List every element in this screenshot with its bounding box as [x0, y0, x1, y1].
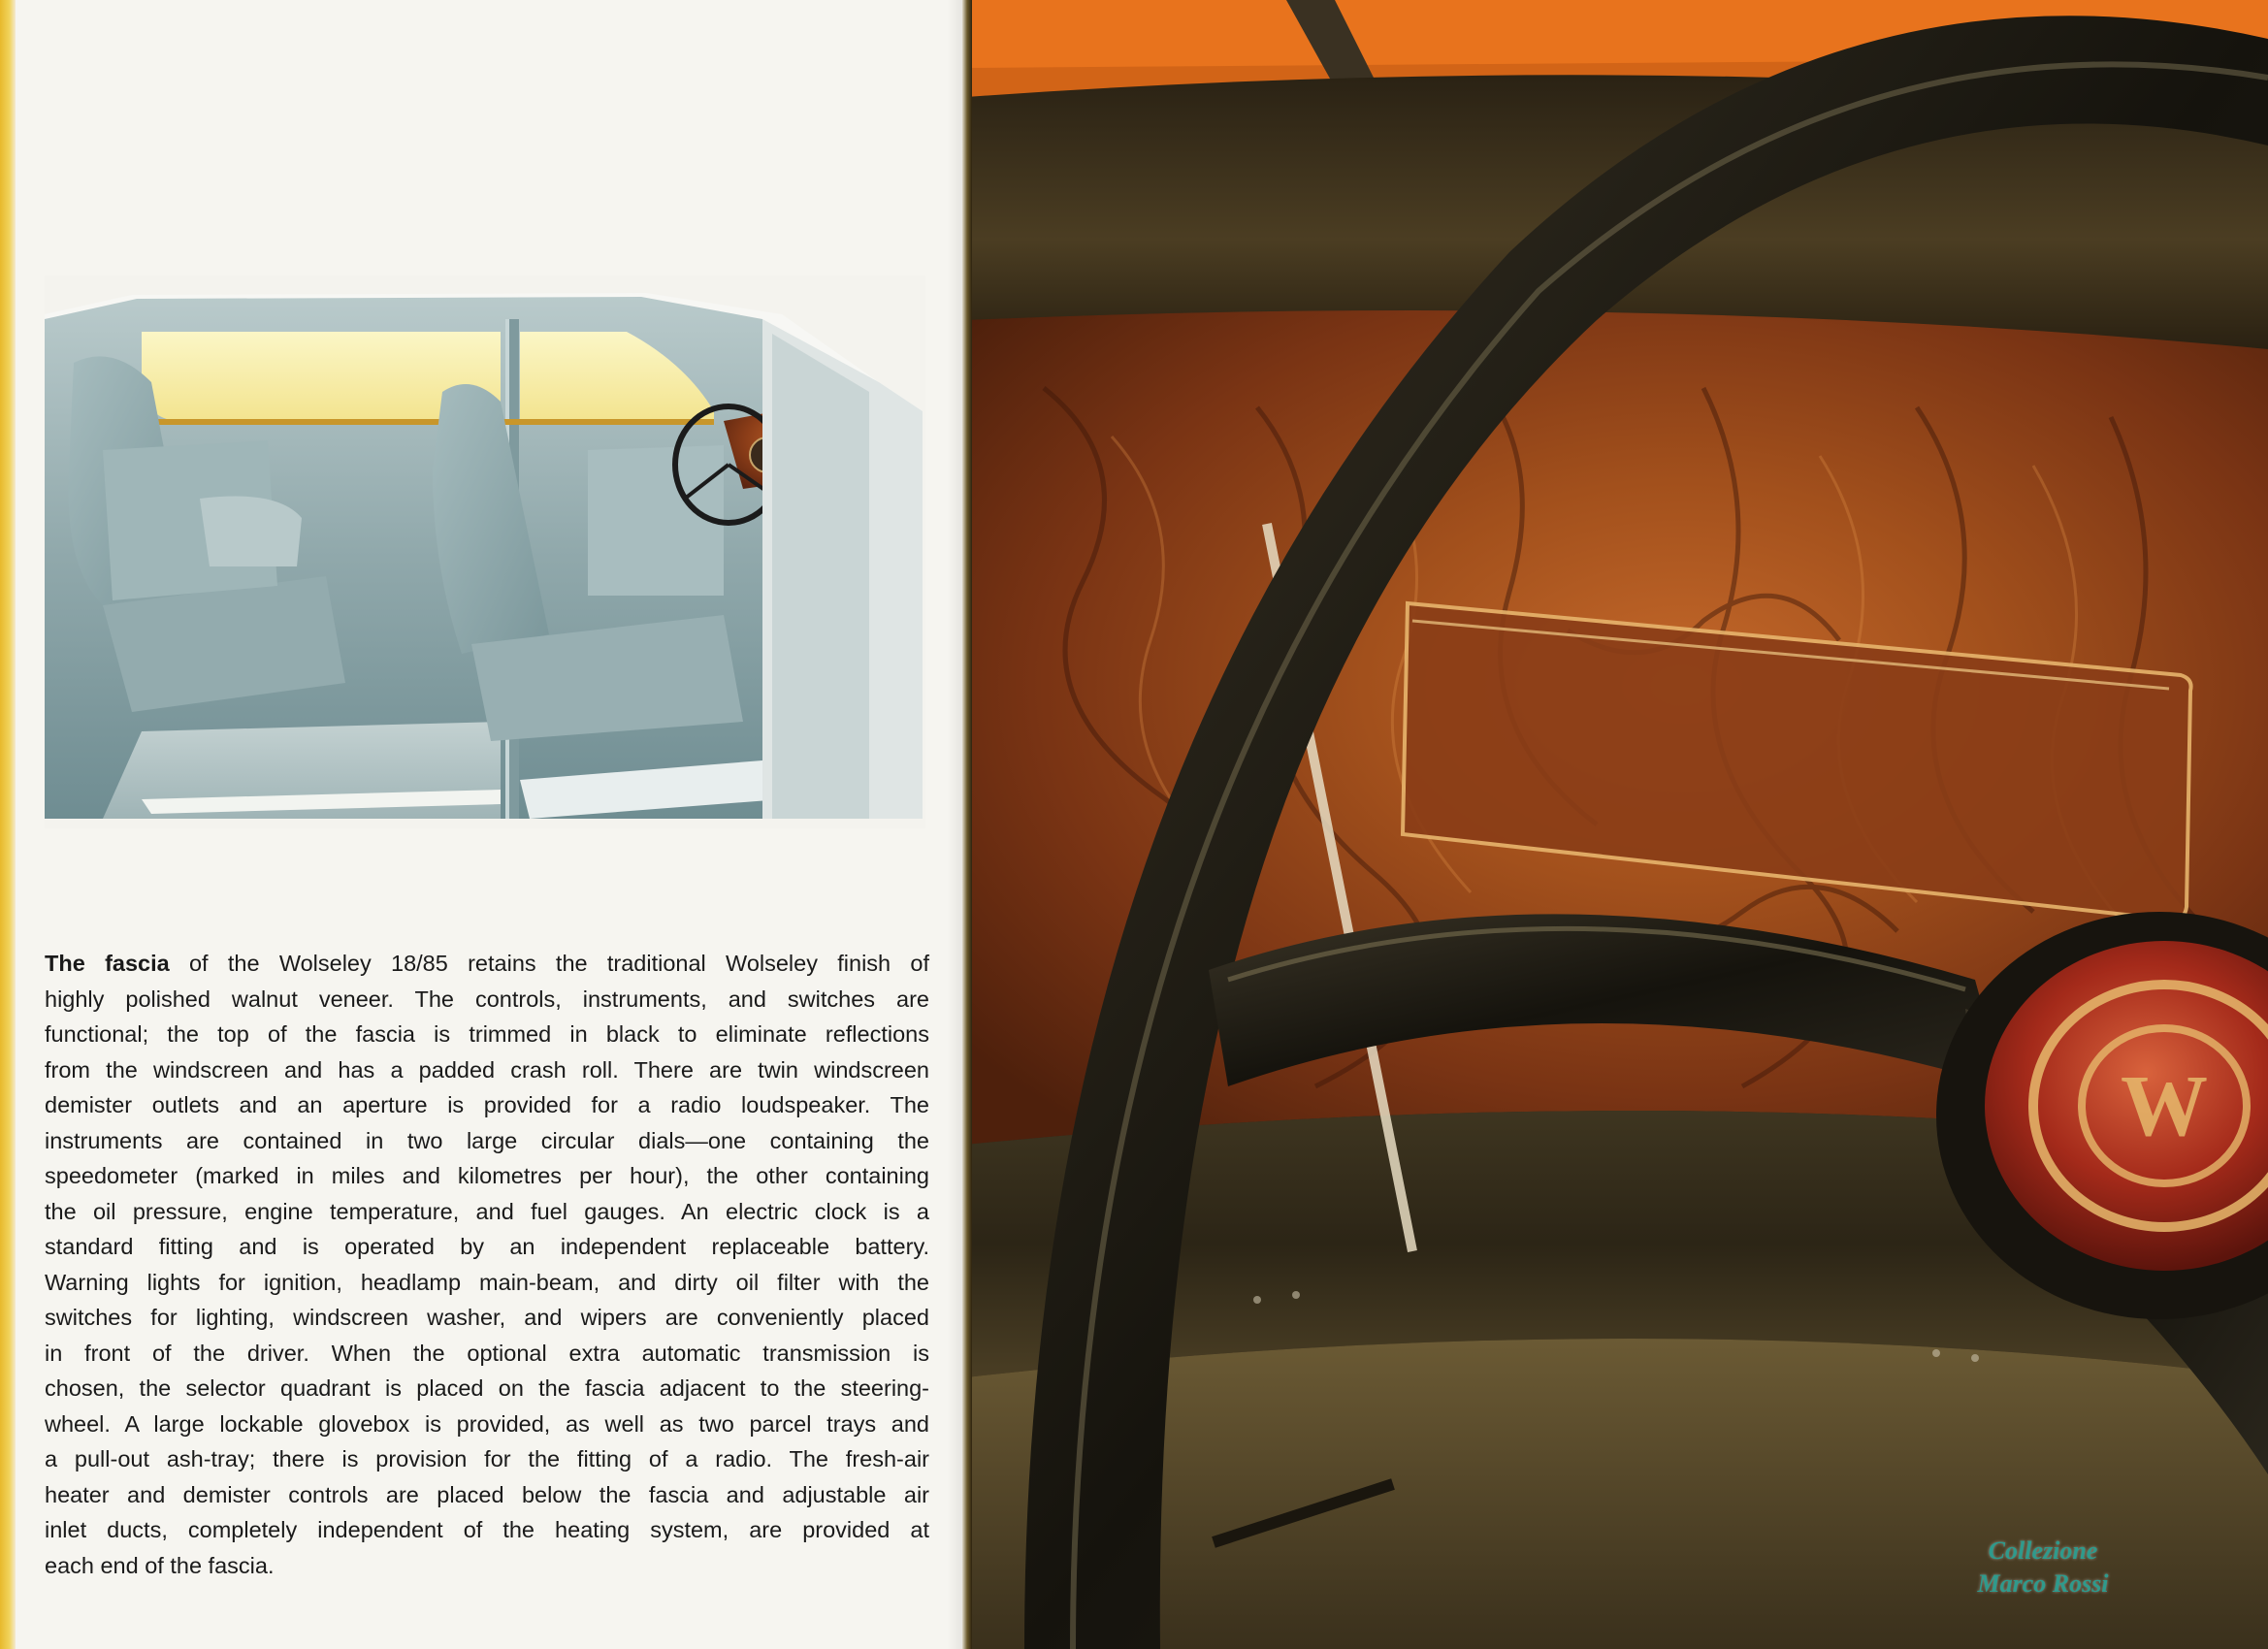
lead-in: The fascia: [45, 951, 170, 976]
page-gutter: [962, 0, 972, 1649]
left-page: [0, 0, 966, 1649]
text-line-4: from the windscreen and has a padded crash roll. There are twin windscreen: [45, 1056, 929, 1083]
text-line-8: the oil pressure, engine temperature, and fuel gauges. An electric clock is a: [45, 1198, 929, 1224]
page-edge-strip: [0, 0, 16, 1649]
dashboard-steering-wheel-photo: [966, 0, 2268, 1649]
right-page: [966, 0, 2268, 1649]
car-interior-photo: [45, 275, 925, 828]
text-line-1: The fascia of the Wolseley 18/85 retains the traditional Wolseley finish of: [45, 951, 929, 976]
text-line-6: instruments are contained in two large circular dials—one containing the: [45, 1127, 929, 1153]
text-line-13: chosen, the selector quadrant is placed on the fascia adjacent to the steering-: [45, 1375, 929, 1401]
text-line-11: switches for lighting, windscreen washer, and wipers are conveniently placed: [45, 1305, 929, 1330]
text-line-2: highly polished walnut veneer. The controls, instruments, and switches are: [45, 986, 929, 1012]
text-line-14: wheel. A large lockable glovebox is provided, as well as two parcel trays and: [45, 1410, 929, 1437]
watermark-line-1: Collezione: [1988, 1536, 2098, 1565]
text-line-5: demister outlets and an aperture is provided for a radio loudspeaker. The: [45, 1092, 929, 1117]
text-line-9: standard fitting and is operated by an independent replaceable battery.: [45, 1234, 929, 1259]
svg-text:W: W: [2121, 1058, 2208, 1154]
text-line-16: heater and demister controls are placed below the fascia and adjustable air: [45, 1481, 929, 1507]
text-line-12: in front of the driver. When the optional extra automatic transmission is: [45, 1340, 929, 1366]
text-line-17: inlet ducts, completely independent of the heating system, are provided at: [45, 1517, 929, 1542]
text-line-18: each end of the fascia.: [45, 1552, 275, 1578]
fascia-description: [45, 946, 929, 1583]
text-line-7: speedometer (marked in miles and kilometres per hour), the other containing: [45, 1163, 929, 1188]
text-line-3: functional; the top of the fascia is trimmed in black to eliminate reflections: [45, 1021, 929, 1047]
text-line-10: Warning lights for ignition, headlamp main-beam, and dirty oil filter with the: [45, 1269, 929, 1295]
text-line-15: a pull-out ash-tray; there is provision for the fitting of a radio. The fresh-air: [45, 1446, 929, 1471]
collection-watermark: [1936, 1535, 2150, 1600]
watermark-line-2: Marco Rossi: [1977, 1569, 2109, 1598]
